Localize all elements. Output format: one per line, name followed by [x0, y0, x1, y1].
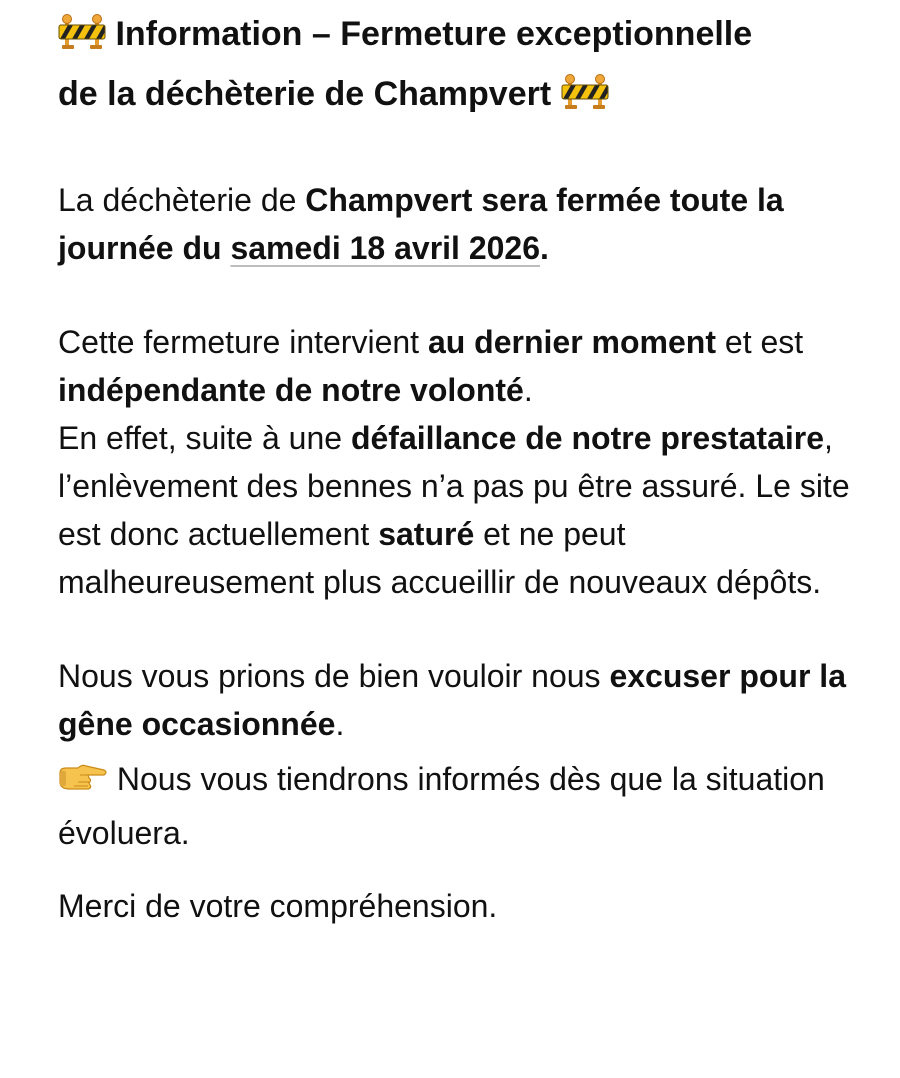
update-paragraph [58, 752, 858, 860]
text: et est [716, 324, 804, 360]
text: Merci de votre compréhension. [58, 888, 498, 924]
closure-paragraph [58, 176, 858, 272]
text: . [523, 372, 533, 408]
details-paragraph [58, 414, 858, 606]
bold-text: Champvert sera fermée toute la journée du [58, 182, 784, 266]
thanks-paragraph [58, 882, 858, 930]
pointing-right-hand-icon [58, 762, 108, 792]
bold-text: au dernier moment [427, 324, 716, 360]
closure-date: samedi 18 avril 2026 [230, 230, 541, 266]
construction-barrier-icon [561, 73, 609, 111]
text: , l’enlèvement des bennes n’a pas pu être assuré. Le site est donc actuellement [58, 420, 850, 552]
apology-paragraph [58, 652, 858, 748]
text: . [335, 706, 345, 742]
bold-text: défaillance de notre prestataire [350, 420, 825, 456]
bold-text: saturé [378, 516, 475, 552]
construction-barrier-icon [58, 13, 106, 51]
text: En effet, suite à une [58, 420, 351, 456]
announcement [58, 0, 858, 930]
text: et ne peut malheureusement plus accueillir de nouveaux dépôts. [58, 516, 822, 600]
text: Nous vous prions de bien vouloir nous [58, 658, 610, 694]
text: La déchèterie de [58, 182, 306, 218]
text: Nous vous tiendrons informés dès que la situation évoluera. [58, 761, 825, 851]
reason-paragraph [58, 318, 858, 414]
bold-text: excuser pour la gêne occasionnée [58, 658, 846, 742]
bold-text: indépendante de notre volonté [58, 372, 524, 408]
announcement-title [58, 4, 858, 124]
title-line-1: Information – Fermeture exceptionnelle [115, 15, 753, 53]
bold-text: . [540, 230, 549, 266]
text: Cette fermeture intervient [58, 324, 428, 360]
title-line-2: de la déchèterie de Champvert [58, 75, 552, 113]
